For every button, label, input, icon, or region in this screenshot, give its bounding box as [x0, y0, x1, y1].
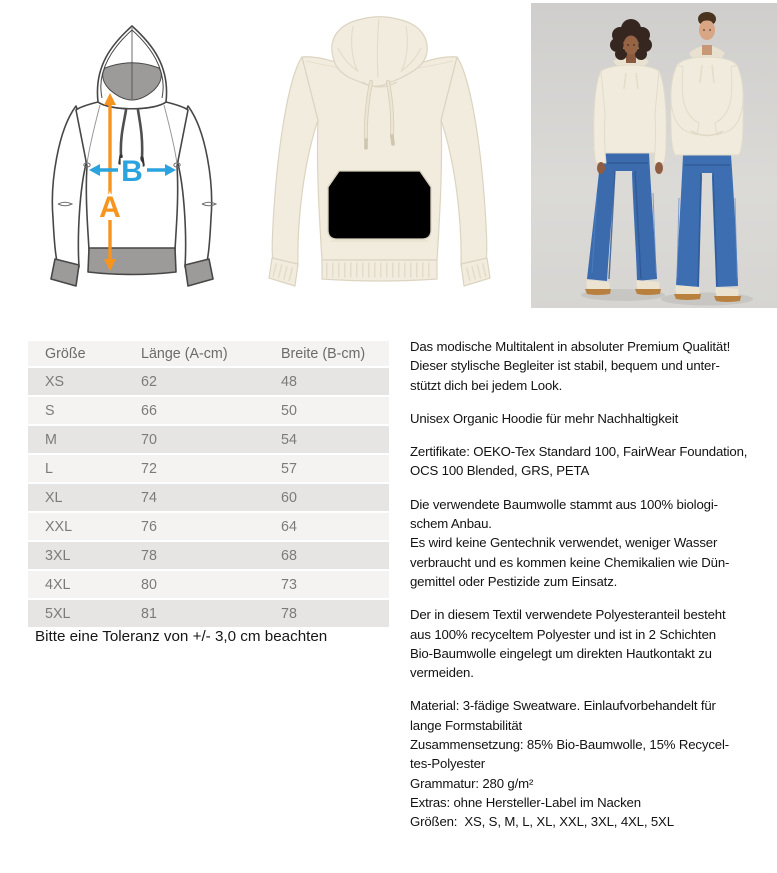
description-line: Zusammensetzung: 85% Bio-Baumwolle, 15% Recycel- [410, 737, 729, 753]
length-cell: 80 [140, 571, 280, 598]
size-table-header-length: Länge (A-cm) [140, 341, 280, 366]
length-cell: 76 [140, 513, 280, 540]
width-cell: 54 [280, 426, 389, 453]
description-line: Grammatur: 280 g/m² [410, 775, 534, 791]
size-cell: 3XL [28, 542, 140, 569]
width-cell: 60 [280, 484, 389, 511]
description-paragraph-5 [410, 605, 777, 682]
description-paragraph-1 [410, 337, 777, 395]
hoodie-product-illustration [258, 8, 508, 308]
models-photo [531, 3, 777, 308]
description-line: Der in diesem Textil verwendete Polyesteranteil besteht [410, 607, 726, 623]
description-line: tes-Polyester [410, 756, 486, 772]
size-cell: XXL [28, 513, 140, 540]
width-cell: 48 [280, 368, 389, 395]
width-cell: 64 [280, 513, 389, 540]
length-cell: 81 [140, 600, 280, 627]
size-cell: 4XL [28, 571, 140, 598]
description-line: schem Anbau. [410, 516, 492, 532]
description-line: Größen: XS, S, M, L, XL, XXL, 3XL, 4XL, 5XL [410, 814, 674, 830]
description-line: Die verwendete Baumwolle stammt aus 100% biologi- [410, 496, 718, 512]
description-line: Zertifikate: OEKO-Tex Standard 100, FairWear Foundation, [410, 444, 748, 460]
size-table-header-size: Größe [28, 341, 140, 366]
size-cell: L [28, 455, 140, 482]
size-table [28, 339, 389, 629]
size-row-M [28, 426, 389, 453]
description-line: OCS 100 Blended, GRS, PETA [410, 463, 590, 479]
product-description [410, 337, 777, 846]
width-cell: 68 [280, 542, 389, 569]
models-illustration [531, 3, 777, 308]
length-cell: 72 [140, 455, 280, 482]
description-line: gemittel oder Pestizide zum Einsatz. [410, 573, 618, 589]
hoodie-measure-illustration [30, 18, 245, 305]
description-paragraph-3 [410, 442, 777, 481]
product-photo [258, 8, 508, 308]
measure-b-label: B [121, 155, 143, 188]
description-line: stützt dich bei jedem Look. [410, 377, 563, 393]
width-cell: 78 [280, 600, 389, 627]
description-line: Material: 3-fädige Sweatware. Einlaufvorbehandelt für [410, 698, 716, 714]
length-cell: 62 [140, 368, 280, 395]
description-line: Unisex Organic Hoodie für mehr Nachhaltigkeit [410, 410, 679, 426]
size-row-XS [28, 368, 389, 395]
size-row-XXL [28, 513, 389, 540]
size-cell: XL [28, 484, 140, 511]
length-cell: 78 [140, 542, 280, 569]
size-cell: 5XL [28, 600, 140, 627]
width-cell: 57 [280, 455, 389, 482]
size-row-XL [28, 484, 389, 511]
size-row-3XL [28, 542, 389, 569]
size-row-L [28, 455, 389, 482]
size-row-S [28, 397, 389, 424]
description-line: Extras: ohne Hersteller-Label im Nacken [410, 794, 641, 810]
description-paragraph-2 [410, 409, 777, 428]
length-cell: 66 [140, 397, 280, 424]
description-line: aus 100% recyceltem Polyester und ist in 2 Schichten [410, 626, 716, 642]
size-row-4XL [28, 571, 389, 598]
description-line: Es wird keine Gentechnik verwendet, weniger Wasser [410, 535, 718, 551]
description-paragraph-6 [410, 696, 777, 831]
description-line: Bio-Baumwolle eingelegt um direkten Hautkontakt zu [410, 645, 712, 661]
size-cell: XS [28, 368, 140, 395]
description-line: vermeiden. [410, 665, 474, 681]
size-row-5XL [28, 600, 389, 627]
size-table-header-width: Breite (B-cm) [280, 341, 389, 366]
description-paragraph-4 [410, 495, 777, 591]
size-cell: S [28, 397, 140, 424]
tolerance-note: Bitte eine Toleranz von +/- 3,0 cm beachten [35, 628, 328, 645]
size-cell: M [28, 426, 140, 453]
length-cell: 74 [140, 484, 280, 511]
description-line: Dieser stylische Begleiter ist stabil, bequem und unter- [410, 358, 720, 374]
description-line: Das modische Multitalent in absoluter Premium Qualität! [410, 339, 731, 354]
description-line: lange Formstabilität [410, 717, 523, 733]
size-table-header-row [28, 341, 389, 366]
description-line: verbraucht und es kommen keine Chemikalien wie Dün- [410, 554, 730, 570]
size-measurement-diagram [30, 18, 245, 305]
width-cell: 50 [280, 397, 389, 424]
length-cell: 70 [140, 426, 280, 453]
width-cell: 73 [280, 571, 389, 598]
measure-a-label: A [99, 191, 121, 224]
